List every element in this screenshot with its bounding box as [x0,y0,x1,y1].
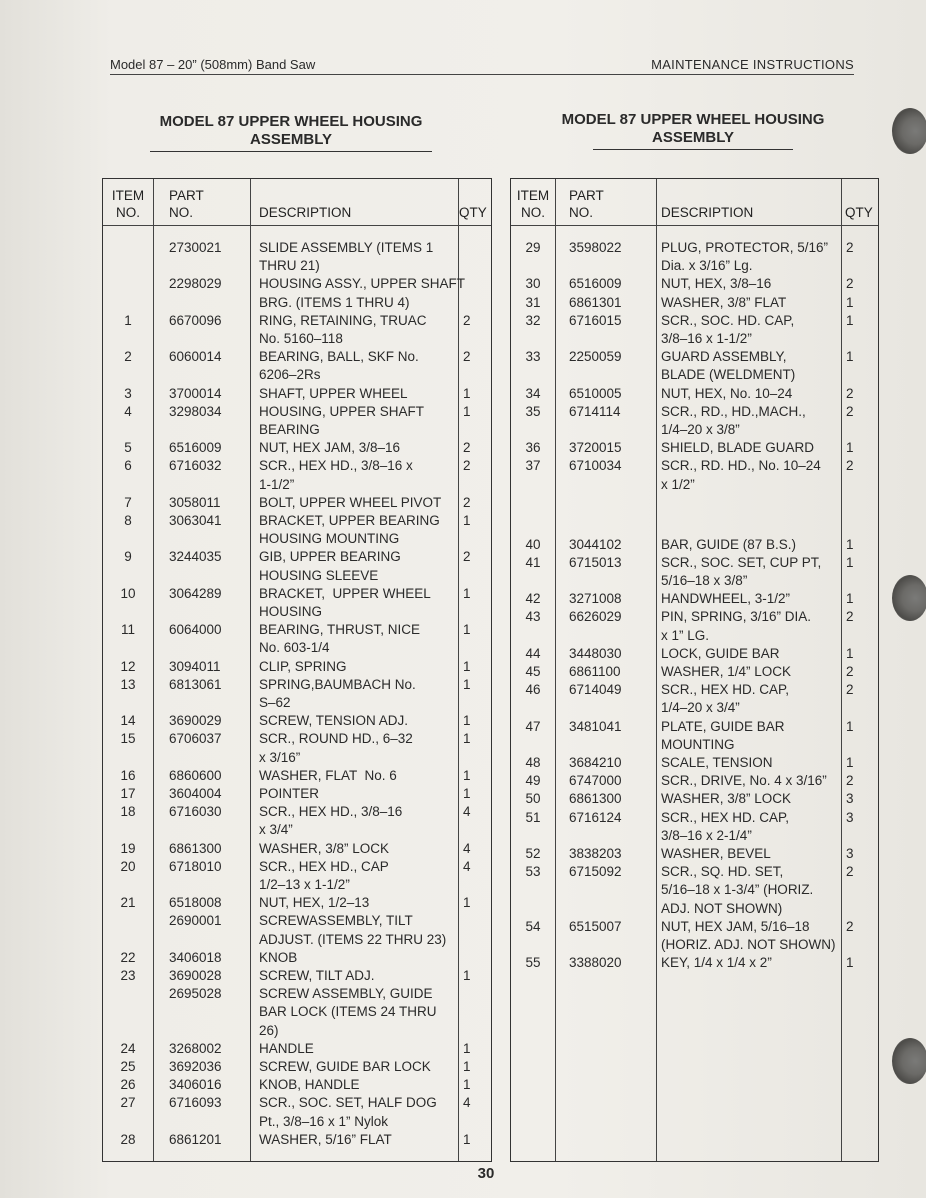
quantity: 1 [463,731,471,747]
item-number: 6 [124,458,132,474]
item-number: 45 [525,664,541,680]
col-header-item-line1: ITEM [516,188,550,203]
part-number: 6861100 [569,664,621,680]
description-line: 5/16–18 x 1-3/4” (HORIZ. [661,882,814,898]
part-number: 2250059 [569,349,622,365]
description-line: SCREW, TILT ADJ. [259,968,375,983]
item-number: 4 [124,403,132,419]
part-number: 6716030 [169,804,222,820]
item-number: 11 [120,622,135,638]
quantity: 1 [463,895,471,911]
part-number: 3406018 [169,949,222,965]
description-line: LOCK, GUIDE BAR [661,645,780,661]
description-line: POINTER [259,786,320,801]
quantity: 2 [846,773,854,789]
item-number: 10 [120,585,136,601]
col-header-part-line1: PART [169,188,204,203]
item-number: 47 [525,718,541,734]
item-number: 51 [525,809,541,825]
description-line: 3/8–16 x 2-1/4” [661,827,752,843]
part-number: 3690029 [169,713,222,729]
quantity: 4 [463,858,471,874]
description-line: THRU 21) [259,258,320,274]
description-line: 26) [259,1022,279,1038]
description-line: SCR., HEX HD., 3/8–16 [259,804,403,820]
quantity: 2 [463,458,471,474]
quantity: 3 [846,791,854,807]
col-header-description: DESCRIPTION [661,205,754,220]
part-number: 6715013 [569,554,622,570]
description-line: SCREWASSEMBLY, TILT [259,913,413,929]
description-line: MOUNTING [661,736,735,752]
quantity: 3 [846,846,854,862]
item-number: 22 [120,949,136,965]
description-line: HOUSING, UPPER SHAFT [259,403,425,419]
item-number: 48 [525,755,541,771]
description-line: SCR., HEX HD., CAP [259,858,389,874]
description-line: SCR., SQ. HD. SET, [661,864,784,880]
part-number: 6813061 [169,676,222,692]
quantity: 1 [463,1040,471,1056]
description-line: HOUSING SLEEVE [259,567,379,583]
quantity: 1 [463,403,471,419]
item-number: 5 [124,440,132,456]
description-line: 3/8–16 x 1-1/2” [661,330,752,346]
quantity: 1 [463,622,471,638]
description-line: SCR., DRIVE, No. 4 x 3/16” [661,773,827,789]
part-number: 3044102 [569,536,622,552]
item-number: 15 [120,731,136,747]
title-left-line1: MODEL 87 UPPER WHEEL HOUSING [159,113,423,130]
part-number: 3448030 [569,645,622,661]
description-line: SCR., HEX HD. CAP, [661,682,790,698]
description-line: WASHER, 1/4” LOCK [661,664,792,680]
part-number: 6861301 [569,294,622,310]
description-line: SCREW, GUIDE BAR LOCK [259,1059,431,1074]
quantity: 1 [846,536,854,552]
description-line: SPRING,BAUMBACH No. [259,676,416,692]
item-number: 34 [525,385,541,401]
description-line: x 1/2” [661,476,695,492]
part-number: 6716032 [169,458,222,474]
part-number: 6861300 [569,791,622,807]
description-line: SCR., SOC. HD. CAP, [661,312,795,328]
item-number: 49 [525,773,541,789]
quantity: 1 [463,676,471,692]
quantity: 2 [463,549,471,565]
quantity: 1 [463,513,471,528]
description-line: SCR., ROUND HD., 6–32 [259,731,413,747]
item-number: 28 [120,1131,136,1147]
description-line: BEARING, THRUST, NICE [259,622,421,638]
description-line: HOUSING MOUNTING [259,531,400,547]
description-line: HOUSING [259,603,323,619]
item-number: 31 [525,294,541,310]
description-line: x 3/16” [259,749,301,765]
quantity: 1 [463,1131,471,1147]
description-line: S–62 [259,694,291,710]
part-number: 6861201 [169,1131,222,1147]
quantity: 1 [463,1077,471,1093]
item-number: 19 [120,840,136,856]
title-left-line2: ASSEMBLY [250,131,332,148]
part-number: 2695028 [169,986,222,1002]
quantity: 1 [846,554,854,570]
part-number: 3094011 [169,658,221,674]
part-number: 2690001 [169,913,222,929]
item-number: 18 [120,804,136,820]
part-number: 6714114 [569,403,621,419]
part-number: 6716093 [169,1095,222,1111]
description-line: 1/4–20 x 3/8” [661,421,740,437]
description-line: (HORIZ. ADJ. NOT SHOWN) [661,937,836,953]
description-line: BEARING [259,421,320,437]
description-line: HOUSING ASSY., UPPER SHAFT [259,276,466,292]
quantity: 1 [463,385,471,401]
part-number: 3604004 [169,786,222,801]
quantity: 1 [846,440,854,456]
description-line: RING, RETAINING, TRUAC [259,312,427,328]
part-number: 3720015 [569,440,622,456]
description-line: PLUG, PROTECTOR, 5/16” [661,240,829,255]
description-line: 1/4–20 x 3/4” [661,700,740,716]
col-header-part-line2: NO. [169,205,194,220]
col-header-item-line2: NO. [115,205,140,220]
description-line: BRG. (ITEMS 1 THRU 4) [259,294,410,310]
part-number: 3064289 [169,585,222,601]
quantity: 1 [463,585,471,601]
item-number: 46 [525,682,541,698]
parts-table-right [510,178,879,1162]
quantity: 2 [463,440,471,456]
quantity: 2 [846,918,854,934]
description-line: SCALE, TENSION [661,755,773,771]
quantity: 2 [846,240,854,255]
item-number: 21 [120,895,136,911]
description-line: SCR., SOC. SET, CUP PT, [661,554,822,570]
item-number: 1 [124,312,132,328]
item-number: 44 [525,645,541,661]
part-number: 6861300 [169,840,222,856]
col-header-qty: QTY [845,205,873,220]
title-right [550,111,836,150]
quantity: 2 [463,494,471,510]
description-line: NUT, HEX, 3/8–16 [661,276,772,292]
page-number: 30 [477,1165,495,1182]
description-line: NUT, HEX, 1/2–13 [259,895,370,911]
item-number: 24 [120,1040,136,1056]
quantity: 2 [463,349,471,365]
quantity: 1 [846,312,854,328]
description-line: WASHER, 3/8” LOCK [661,791,792,807]
part-number: 3063041 [169,513,222,528]
part-number: 6747000 [569,773,622,789]
item-number: 9 [124,549,132,565]
binder-hole [892,575,926,621]
part-number: 3481041 [569,718,622,734]
item-number: 43 [525,609,541,625]
item-number: 29 [525,240,541,255]
item-number: 8 [124,513,132,528]
quantity: 3 [846,809,854,825]
description-line: 6206–2Rs [259,367,321,383]
description-line: 1-1/2” [259,476,295,492]
description-line: NUT, HEX JAM, 3/8–16 [259,440,401,456]
description-line: PLATE, GUIDE BAR [661,718,785,734]
description-line: HANDLE [259,1040,314,1056]
description-line: GIB, UPPER BEARING [259,549,401,565]
quantity: 1 [846,294,854,310]
item-number: 41 [525,554,541,570]
quantity: 4 [463,840,471,856]
item-number: 33 [525,349,541,365]
part-number: 3838203 [569,846,622,862]
description-line: CLIP, SPRING [259,658,347,674]
quantity: 1 [463,1059,471,1074]
part-number: 6060014 [169,349,222,365]
quantity: 1 [463,658,471,674]
description-line: SHIELD, BLADE GUARD [661,440,815,456]
part-number: 2298029 [169,276,222,292]
quantity: 2 [846,458,854,474]
quantity: 2 [846,682,854,698]
part-number: 6714049 [569,682,622,698]
item-number: 30 [525,276,541,292]
description-line: Pt., 3/8–16 x 1” Nylok [259,1113,389,1129]
item-number: 14 [120,713,136,729]
part-number: 6715092 [569,864,622,880]
part-number: 6516009 [169,440,222,456]
item-number: 32 [525,312,541,328]
description-line: SCR., HEX HD. CAP, [661,809,790,825]
header-section: MAINTENANCE INSTRUCTIONS [651,57,854,72]
description-line: Dia. x 3/16” Lg. [661,258,753,274]
quantity: 1 [463,767,471,783]
quantity: 2 [846,609,854,625]
binder-hole [892,108,926,154]
quantity: 1 [463,968,471,983]
description-line: WASHER, 3/8” FLAT [661,294,787,310]
item-number: 55 [525,955,541,971]
quantity: 1 [846,718,854,734]
description-line: 5/16–18 x 3/8” [661,573,748,589]
part-number: 6716015 [569,312,622,328]
part-number: 6516009 [569,276,622,292]
part-number: 3268002 [169,1040,222,1056]
part-number: 6515007 [569,918,622,934]
description-line: WASHER, BEVEL [661,846,771,862]
part-number: 6716124 [569,809,622,825]
title-right-line1: MODEL 87 UPPER WHEEL HOUSING [561,111,825,128]
description-line: BAR, GUIDE (87 B.S.) [661,536,797,552]
col-header-qty: QTY [459,205,487,220]
description-line: BOLT, UPPER WHEEL PIVOT [259,494,442,510]
description-line: WASHER, 5/16” FLAT [259,1131,392,1147]
quantity: 1 [846,755,854,771]
item-number: 7 [124,494,132,510]
description-line: BRACKET, UPPER WHEEL [259,585,431,601]
description-line: 1/2–13 x 1-1/2” [259,876,350,892]
col-header-part-line1: PART [569,188,604,203]
quantity: 2 [846,664,854,680]
header-model: Model 87 – 20” (508mm) Band Saw [110,57,316,72]
part-number: 6626029 [569,609,622,625]
quantity: 2 [846,385,854,401]
quantity: 2 [846,864,854,880]
quantity: 1 [846,955,854,971]
description-line: x 3/4” [259,822,293,838]
part-number: 3388020 [569,955,622,971]
col-header-description: DESCRIPTION [259,205,352,220]
part-number: 2730021 [169,240,222,255]
description-line: BEARING, BALL, SKF No. [259,349,419,365]
item-number: 27 [120,1095,136,1111]
description-line: BRACKET, UPPER BEARING [259,513,440,528]
description-line: PIN, SPRING, 3/16” DIA. [661,609,812,625]
part-number: 3684210 [569,755,622,771]
col-header-item-line2: NO. [520,205,545,220]
title-right-line2: ASSEMBLY [652,129,734,146]
description-line: BLADE (WELDMENT) [661,367,796,383]
part-number: 6706037 [169,731,222,747]
rows-right [511,179,878,1161]
description-line: ADJUST. (ITEMS 22 THRU 23) [259,931,447,947]
description-line: WASHER, 3/8” LOCK [259,840,390,856]
item-number: 13 [120,676,136,692]
description-line: GUARD ASSEMBLY, [661,349,787,365]
quantity: 2 [463,312,471,328]
part-number: 6718010 [169,858,222,874]
description-line: WASHER, FLAT No. 6 [259,767,397,783]
part-number: 3244035 [169,549,222,565]
quantity: 1 [463,713,471,729]
item-number: 40 [525,536,541,552]
description-line: SCREW, TENSION ADJ. [259,713,409,729]
part-number: 3700014 [169,385,222,401]
description-line: KEY, 1/4 x 1/4 x 2” [661,955,772,971]
quantity: 4 [463,1095,471,1111]
part-number: 3406016 [169,1077,222,1093]
running-header [110,58,854,75]
description-line: SLIDE ASSEMBLY (ITEMS 1 [259,240,434,255]
part-number: 6064000 [169,622,222,638]
description-line: BAR LOCK (ITEMS 24 THRU [259,1004,437,1020]
item-number: 52 [525,846,541,862]
description-line: KNOB, HANDLE [259,1077,360,1093]
item-number: 36 [525,440,541,456]
description-line: x 1” LG. [661,627,710,643]
quantity: 1 [463,786,471,801]
description-line: No. 603-1/4 [259,640,330,656]
item-number: 16 [120,767,136,783]
description-line: SCREW ASSEMBLY, GUIDE [259,986,433,1002]
description-line: No. 5160–118 [259,330,343,346]
item-number: 25 [120,1059,136,1074]
part-number: 6518008 [169,895,222,911]
item-number: 26 [120,1077,136,1093]
item-number: 3 [124,385,132,401]
part-number: 6860600 [169,767,222,783]
description-line: ADJ. NOT SHOWN) [661,900,783,916]
parts-table-left [102,178,492,1162]
item-number: 20 [120,858,136,874]
description-line: SCR., RD., HD.,MACH., [661,403,806,419]
description-line: NUT, HEX, No. 10–24 [661,385,793,401]
item-number: 17 [120,786,136,801]
part-number: 3298034 [169,403,222,419]
rows-left [103,179,491,1161]
item-number: 50 [525,791,541,807]
quantity: 1 [846,591,854,607]
part-number: 3598022 [569,240,622,255]
col-header-item-line1: ITEM [111,188,145,203]
part-number: 3058011 [169,494,221,510]
description-line: NUT, HEX JAM, 5/16–18 [661,918,810,934]
item-number: 12 [120,658,136,674]
part-number: 6710034 [569,458,622,474]
part-number: 3692036 [169,1059,222,1074]
description-line: SCR., RD. HD., No. 10–24 [661,458,821,474]
item-number: 37 [525,458,541,474]
quantity: 2 [846,276,854,292]
item-number: 53 [525,864,541,880]
part-number: 3690028 [169,968,222,983]
quantity: 4 [463,804,471,820]
description-line: KNOB [259,949,298,965]
binder-hole [892,1038,926,1084]
col-header-part-line2: NO. [569,205,594,220]
part-number: 6670096 [169,312,222,328]
part-number: 3271008 [569,591,622,607]
description-line: SCR., SOC. SET, HALF DOG [259,1095,437,1111]
item-number: 2 [124,349,132,365]
description-line: SCR., HEX HD., 3/8–16 x [259,458,413,474]
description-line: SHAFT, UPPER WHEEL [259,385,408,401]
title-right-underline [593,149,793,150]
item-number: 35 [525,403,541,419]
quantity: 1 [846,349,854,365]
title-left-underline [150,151,432,152]
quantity: 2 [846,403,854,419]
item-number: 42 [525,591,541,607]
part-number: 6510005 [569,385,622,401]
title-left [150,113,432,152]
item-number: 23 [120,968,136,983]
description-line: HANDWHEEL, 3-1/2” [661,591,791,607]
item-number: 54 [525,918,541,934]
quantity: 1 [846,645,854,661]
